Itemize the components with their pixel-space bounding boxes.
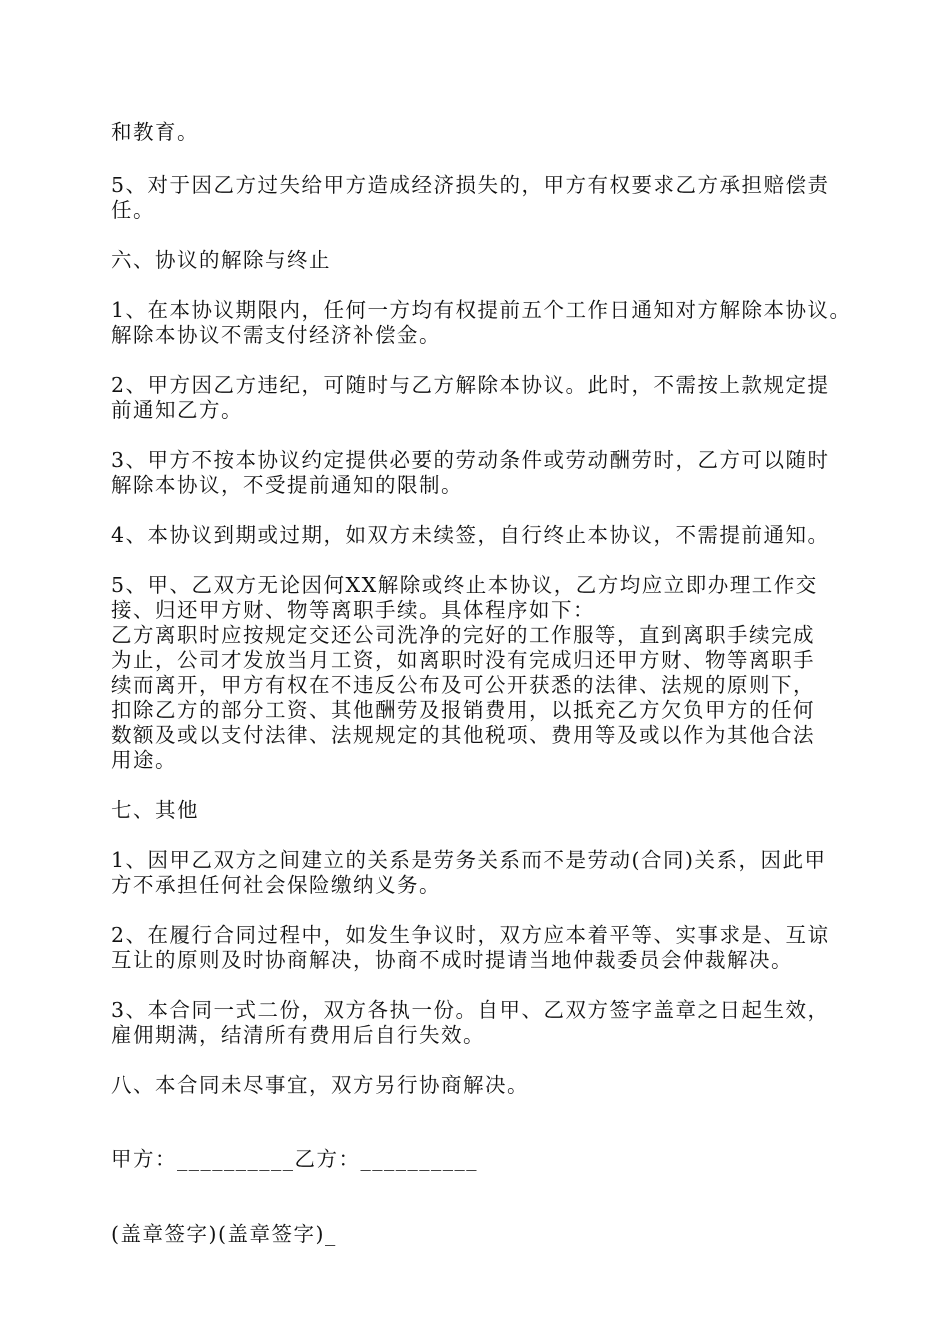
text-line: 和教育。: [111, 120, 199, 144]
text-line: 任。: [111, 198, 155, 222]
text-line: 1、因甲乙双方之间建立的关系是劳务关系而不是劳动(合同)关系，因此甲: [111, 848, 827, 872]
text-line: 解除本协议，不受提前通知的限制。: [111, 473, 463, 497]
text-line: 扣除乙方的部分工资、其他酬劳及报销费用，以抵充乙方欠负甲方的任何: [111, 698, 815, 722]
text-line: 方不承担任何社会保险缴纳义务。: [111, 873, 441, 897]
text-line: 前通知乙方。: [111, 398, 243, 422]
seal-signature-line: (盖章签字)(盖章签字)_: [111, 1222, 337, 1246]
text-line: 雇佣期满，结清所有费用后自行失效。: [111, 1023, 485, 1047]
text-line: 1、在本协议期限内，任何一方均有权提前五个工作日通知对方解除本协议。: [111, 298, 852, 322]
text-line: 5、甲、乙双方无论因何XX解除或终止本协议，乙方均应立即办理工作交: [111, 573, 818, 597]
section-heading: 七、其他: [111, 798, 199, 822]
text-line: 4、本协议到期或过期，如双方未续签，自行终止本协议，不需提前通知。: [111, 523, 830, 547]
text-line: 3、本合同一式二份，双方各执一份。自甲、乙双方签字盖章之日起生效，: [111, 998, 830, 1022]
text-line: 接、归还甲方财、物等离职手续。具体程序如下：: [111, 598, 595, 622]
text-line: 乙方离职时应按规定交还公司洗净的完好的工作服等，直到离职手续完成: [111, 623, 815, 647]
text-line: 2、甲方因乙方违纪，可随时与乙方解除本协议。此时，不需按上款规定提: [111, 373, 830, 397]
text-line: 为止，公司才发放当月工资，如离职时没有完成归还甲方财、物等离职手: [111, 648, 815, 672]
text-line: 用途。: [111, 748, 177, 772]
text-line: 5、对于因乙方过失给甲方造成经济损失的，甲方有权要求乙方承担赔偿责: [111, 173, 830, 197]
section-heading: 八、本合同未尽事宜，双方另行协商解决。: [111, 1073, 529, 1097]
text-line: 续而离开，甲方有权在不违反公布及可公开获悉的法律、法规的原则下，: [111, 673, 815, 697]
text-line: 互让的原则及时协商解决，协商不成时提请当地仲裁委员会仲裁解决。: [111, 948, 793, 972]
section-heading: 六、协议的解除与终止: [111, 248, 331, 272]
text-line: 数额及或以支付法律、法规规定的其他税项、费用等及或以作为其他合法: [111, 723, 815, 747]
text-line: 解除本协议不需支付经济补偿金。: [111, 323, 441, 347]
text-line: 3、甲方不按本协议约定提供必要的劳动条件或劳动酬劳时，乙方可以随时: [111, 448, 830, 472]
text-line: 2、在履行合同过程中，如发生争议时，双方应本着平等、实事求是、互谅: [111, 923, 830, 947]
signature-parties-line: 甲方：__________乙方：__________: [111, 1147, 478, 1171]
